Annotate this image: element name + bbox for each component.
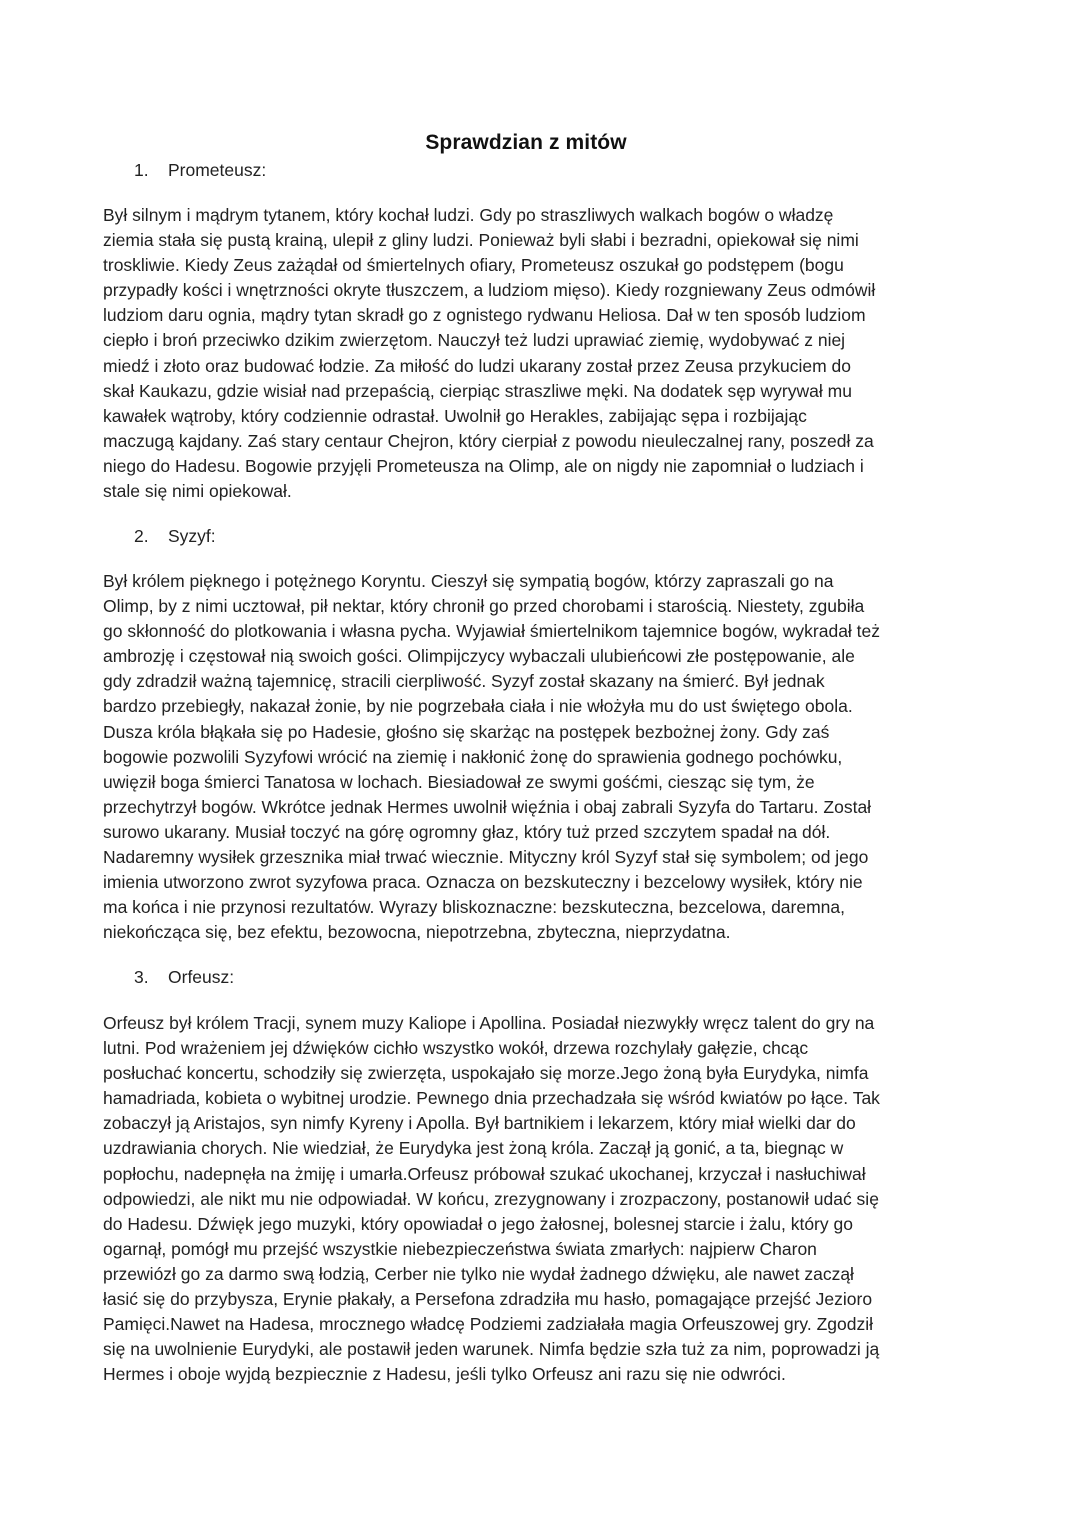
- text-line: miedź i złoto oraz budować łodzie. Za miłość do ludzi ukarany został przez Zeusa przykuciem do: [103, 355, 851, 376]
- text-line: stale się nimi opiekował.: [103, 481, 292, 502]
- text-line: ludziom daru ognia, mądry tytan skradł go z ognistego rydwanu Heliosa. Dał w ten sposób ludziom: [103, 305, 866, 326]
- text-line: przypadły kości i wnętrzności okryte tłuszczem, a ludziom mięso). Kiedy rozgniewany Zeus odmówił: [103, 280, 876, 301]
- text-line: Był silnym i mądrym tytanem, który kochał ludzi. Gdy po straszliwych walkach bogów o władzę: [103, 205, 834, 225]
- text-line: troskliwie. Kiedy Zeus zażądał od śmiertelnych ofiary, Prometeusz oszukał go podstępem (bogu: [103, 255, 844, 276]
- text-line: ogarnął, pomógł mu przejść wszystkie niebezpieczeństwa świata zmarłych: najpierw Charon: [103, 1238, 817, 1259]
- text-line: przechytrzył bogów. Wkrótce jednak Hermes uwolnił więźnia i obaj zabrali Syzyfa do Tartaru. Został: [103, 796, 872, 817]
- document-title: Sprawdzian z mitów: [425, 131, 627, 154]
- text-line: ziemia stała się pustą krainą, ulepił z gliny ludzi. Ponieważ byli słabi i bezradni, opiekował się nimi: [103, 230, 859, 251]
- text-line: kawałek wątroby, który codziennie odrastał. Uwolnił go Herakles, zabijając sępa i rozbijając: [103, 405, 807, 426]
- section-paragraph-syzyf: [103, 569, 983, 945]
- text-line: Orfeusz był królem Tracji, synem muzy Kaliope i Apollina. Posiadał niezwykły wręcz talent do gry na: [103, 1013, 875, 1033]
- text-line: maczugą kajdany. Zaś stary centaur Chejron, który cierpiał z powodu nieuleczalnej rany, poszedł za: [103, 430, 874, 451]
- section-number: 1.: [134, 160, 149, 180]
- section-paragraph-prometeusz: [103, 203, 983, 504]
- text-line: surowo ukarany. Musiał toczyć na górę ogromny głaz, który tuż przed szczytem spadał na dół.: [103, 821, 831, 842]
- text-line: bogowie pozwolili Syzyfowi wrócić na ziemię i nakłonić żonę do sprawienia godnego pochówku,: [103, 746, 843, 767]
- section-heading-syzyf: [134, 526, 216, 547]
- text-line: Olimp, by z nimi ucztował, pił nektar, który chronił go przed chorobami i starością. Niestety, zgubiła: [103, 596, 865, 617]
- section-title: Prometeusz:: [168, 160, 267, 180]
- text-line: popłochu, nadepnęła na żmiję i umarła.Orfeusz próbował szukać ukochanej, krzyczał i nasłuchiwał: [103, 1163, 866, 1184]
- text-line: zobaczył ją Aristajos, syn nimfy Kyreny i Apolla. Był bartnikiem i lekarzem, który miał wielki dar do: [103, 1113, 856, 1134]
- text-line: odpowiedzi, ale nikt mu nie odpowiadał. W końcu, zrezygnowany i zrozpaczony, postanowił udać się: [103, 1188, 879, 1209]
- section-number: 3.: [134, 967, 149, 987]
- text-line: Był królem pięknego i potężnego Koryntu. Cieszył się sympatią bogów, którzy zapraszali go na: [103, 571, 834, 591]
- text-line: przewiózł go za darmo swą łodzią, Cerber nie tylko nie wydał żadnego dźwięku, ale nawet zaczął: [103, 1263, 854, 1284]
- text-line: ambrozję i częstował nią swoich gości. Olimpijczycy wybaczali ulubieńcowi złe postępowanie, ale: [103, 646, 855, 667]
- text-line: niekończąca się, bez efektu, bezowocna, niepotrzebna, zbyteczna, nieprzydatna.: [103, 922, 731, 943]
- text-line: się na uwolnienie Eurydyki, ale postawił jeden warunek. Nimfa będzie szła tuż za nim, poprowadzi ją: [103, 1339, 880, 1360]
- section-paragraph-orfeusz: [103, 1011, 983, 1387]
- text-line: imienia utworzono zwrot syzyfowa praca. Oznacza on bezskuteczny i bezcelowy wysiłek, który nie: [103, 872, 863, 893]
- section-title: Syzyf:: [168, 526, 216, 546]
- text-line: ciepło i broń przeciwko dzikim zwierzętom. Nauczył też ludzi uprawiać ziemię, wydobywać z niej: [103, 330, 846, 351]
- text-line: bardzo przebiegły, nakazał żonie, by nie pogrzebała ciała i nie włożyła mu do ust świętego obola.: [103, 696, 853, 717]
- text-line: Dusza króla błąkała się po Hadesie, głośno się skarżąc na postępek bezbożnej żony. Gdy zaś: [103, 721, 830, 742]
- text-line: Pamięci.Nawet na Hadesa, mrocznego władcę Podziemi zadziałała magia Orfeuszowej gry. Zgodził: [103, 1314, 874, 1335]
- section-title: Orfeusz:: [168, 967, 235, 987]
- text-line: Hermes i oboje wyjdą bezpiecznie z Hadesu, jeśli tylko Orfeusz ani razu się nie odwróci.: [103, 1364, 786, 1385]
- section-heading-prometeusz: [134, 160, 266, 181]
- text-line: niego do Hadesu. Bogowie przyjęli Prometeusza na Olimp, ale on nigdy nie zapomniał o ludziach i: [103, 455, 864, 476]
- text-line: do Hadesu. Dźwięk jego muzyki, który opowiadał o jego żałosnej, bolesnej starcie i żalu, który go: [103, 1213, 853, 1234]
- text-line: uzdrawiania chorych. Nie wiedział, że Eurydyka jest żoną króla. Zaczął ją gonić, a ta, biegnąc w: [103, 1138, 844, 1159]
- section-heading-orfeusz: [134, 967, 234, 988]
- text-line: skał Kaukazu, gdzie wisiał nad przepaścią, cierpiąc straszliwe męki. Na dodatek sęp wyrywał mu: [103, 380, 852, 401]
- text-line: posłuchać koncertu, schodziły się zwierzęta, uspokajało się morze.Jego żoną była Eurydyka, nimfa: [103, 1063, 869, 1084]
- text-line: gdy zdradził ważną tajemnicę, stracili cierpliwość. Syzyf został skazany na śmierć. Był jednak: [103, 671, 825, 692]
- text-line: łasić się do przybysza, Erynie płakały, a Persefona zdradziła mu hasło, pomagające przejść Jezioro: [103, 1289, 873, 1310]
- text-line: ma końca i nie przynosi rezultatów. Wyrazy bliskoznaczne: bezskuteczna, bezcelowa, daremna,: [103, 897, 845, 918]
- section-number: 2.: [134, 526, 149, 546]
- text-line: lutni. Pod wrażeniem jej dźwięków cichło wszystko wokół, drzewa rozchylały gałęzie, chcąc: [103, 1038, 809, 1059]
- text-line: uwięził boga śmierci Tanatosa w lochach. Biesiadował ze swymi gośćmi, ciesząc się tym, że: [103, 771, 815, 792]
- text-line: go skłonność do plotkowania i własna pycha. Wyjawiał śmiertelnikom tajemnice bogów, wykradał też: [103, 621, 881, 642]
- text-line: Nadaremny wysiłek grzesznika miał trwać wiecznie. Mityczny król Syzyf stał się symbolem; od jego: [103, 847, 869, 868]
- text-line: hamadriada, kobieta o wybitnej urodzie. Pewnego dnia przechadzała się wśród kwiatów po łące. Tak: [103, 1088, 880, 1109]
